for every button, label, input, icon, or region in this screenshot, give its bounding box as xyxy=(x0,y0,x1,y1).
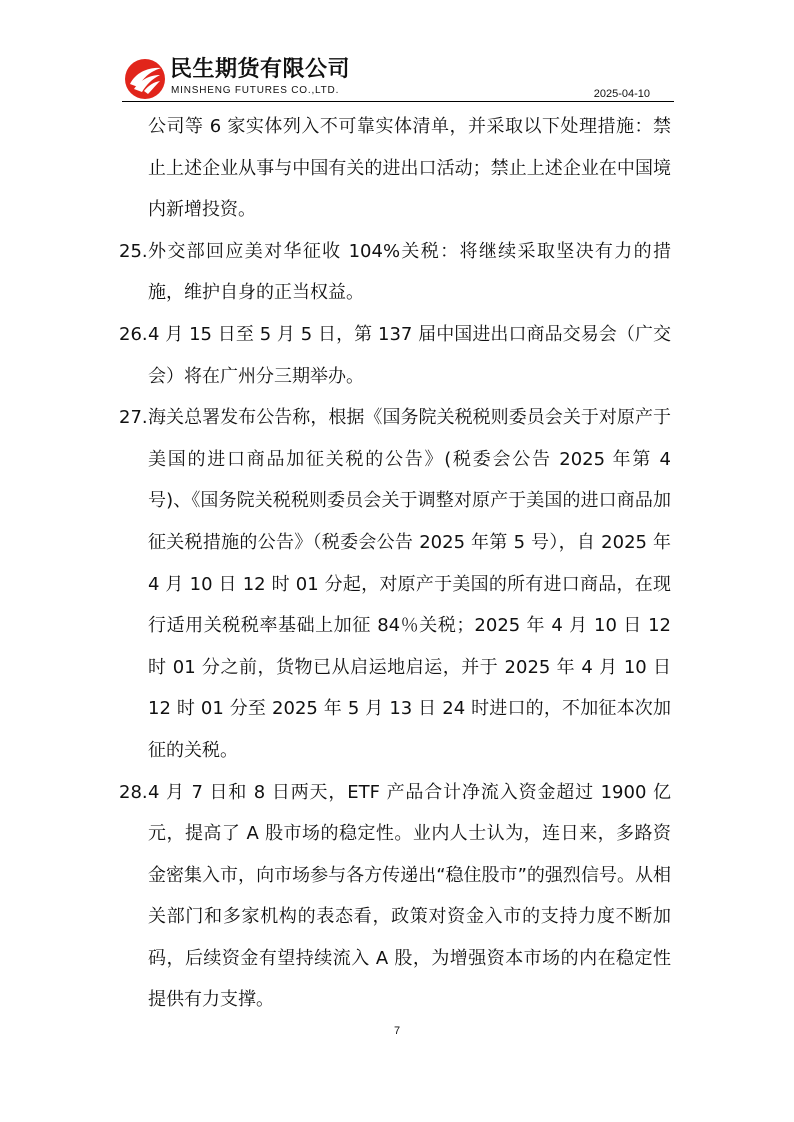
news-item-text: 4 月 15 日至 5 月 5 日，第 137 届中国进出口商品交易会（广交会）将在广州分三期举办。 xyxy=(148,323,671,387)
continued-paragraph: 公司等 6 家实体列入不可靠实体清单，并采取以下处理措施：禁止上述企业从事与中国有关的进出口活动；禁止上述企业在中国境内新增投资。 xyxy=(148,116,671,221)
minsheng-logo-icon xyxy=(124,58,166,100)
news-item-25 xyxy=(119,231,671,314)
news-content xyxy=(119,106,671,1021)
page-number: 7 xyxy=(393,1025,401,1037)
news-item-number: 26. xyxy=(119,323,148,345)
news-item-number: 25. xyxy=(119,240,148,262)
news-item-27 xyxy=(119,397,671,771)
company-name-en: MINSHENG FUTURES CO.,LTD. xyxy=(171,85,340,96)
company-name-cn: 民生期货有限公司 xyxy=(170,57,351,82)
news-item-number: 27. xyxy=(119,407,148,429)
news-item-text: 4 月 7 日和 8 日两天，ETF 产品合计净流入资金超过 1900 亿元，提高了 A 股市场的稳定性。业内人士认为，连日来，多路资金密集入市，向市场参与各方传递出“稳住股市”的强烈信号。从相关部门和多家机构的表态看，政策对资金入市的支持力度不断加码，后续资金有望持续流入 A 股，为增强资本市场的内在稳定性提供有力支撑。 xyxy=(148,781,671,1011)
news-item-text: 外交部回应美对华征收 104%关税：将继续采取坚决有力的措施，维护自身的正当权益。 xyxy=(148,240,671,304)
news-item-28 xyxy=(119,772,671,1022)
news-item-26 xyxy=(119,314,671,397)
news-item-text: 海关总署发布公告称，根据《国务院关税税则委员会关于对原产于美国的进口商品加征关税的公告》(税委会公告 2025 年第 4 号)、《国务院关税税则委员会关于调整对原产于美国的进口商品加征关税措施的公告》（税委会公告 2025 年第 5 号），自 2025 年 4 月 10 日 12 时 01 分起，对原产于美国的所有进口商品，在现行适用关税税率基础上加征 84％关税；2025 年 4 月 10 日 12 时 01 分之前，货物已从启运地启运，并于 2025 年 4 月 10 日 12 时 01 分至 2025 年 5 月 13 日 24 时进口的，不加征本次加征的关税。 xyxy=(148,407,671,761)
page-header xyxy=(122,56,674,102)
header-divider xyxy=(122,101,674,102)
report-date: 2025-04-10 xyxy=(593,88,650,100)
news-item-number: 28. xyxy=(119,781,148,803)
